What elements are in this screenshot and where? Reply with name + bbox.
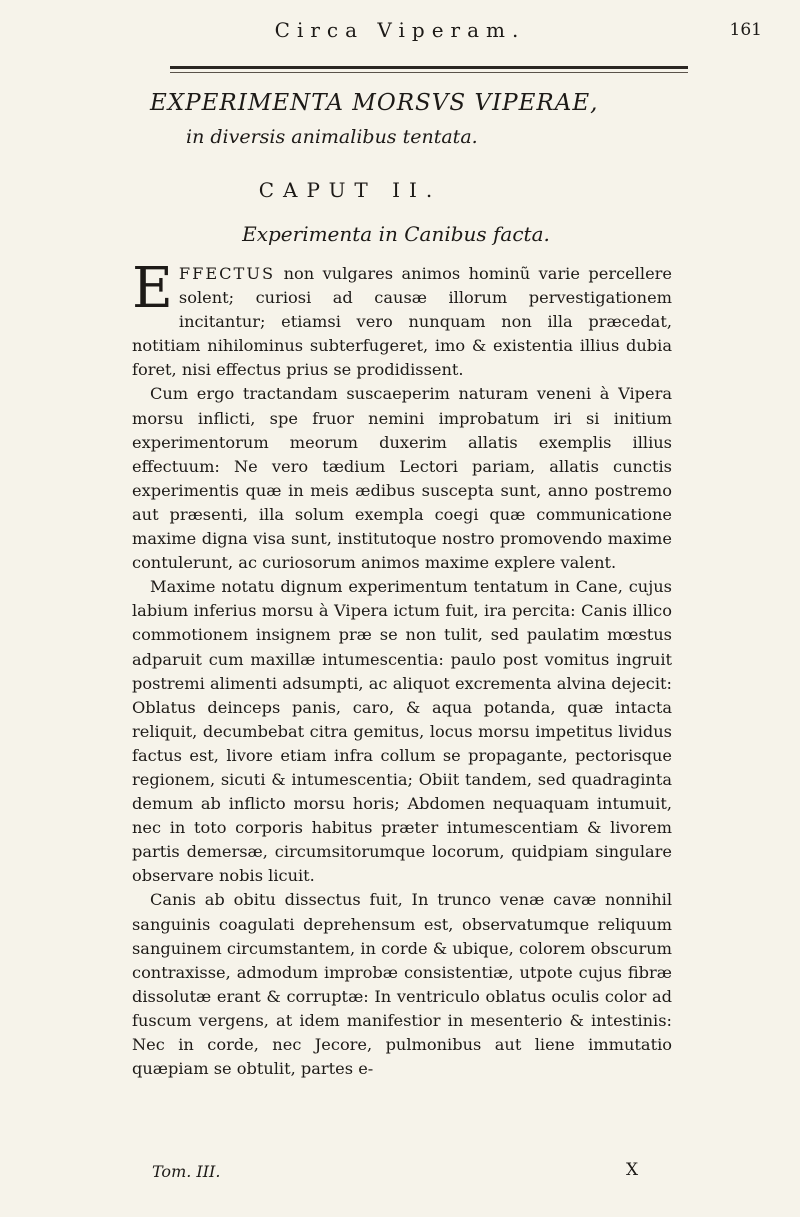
paragraph-4: Canis ab obitu dissectus fuit, In trunco venæ cavæ nonnihil sanguinis coagulati deprehensum est, observatumque reliquum sanguinem circumstantem, in corde & ubique, colorem obscurum contraxisse, admodum improbæ consistentiæ, utpote cujus fibræ dissolutæ erant & corruptæ: In ventriculo oblatus oculis color ad fuscum vergens, at idem manifestior in mesenterio & intestinis: Nec in corde, nec Jecore, pulmonibus aut liene immutatio quæpiam se obtulit, partes e- bbox=[132, 890, 672, 1079]
page-title: EXPERIMENTA MORSVS VIPERAE, bbox=[150, 90, 599, 116]
signature-mark: Tom. III. bbox=[152, 1162, 221, 1181]
paragraph-1 bbox=[132, 256, 672, 382]
drop-cap: E bbox=[132, 256, 173, 321]
opening-word: FFECTUS bbox=[178, 264, 276, 283]
header-rule-thin bbox=[170, 72, 688, 73]
page-number: 161 bbox=[729, 20, 762, 40]
paragraph-1-text: non vulgares animos hominũ varie percellere solent; curiosi ad causæ illorum pervestigationem incitantur; etiamsi vero nunquam non illa præcedat, notitiam nihilominus subterfugeret, imo & existentia illius dubia foret, nisi effectus prius se prodidissent. bbox=[132, 264, 672, 380]
paragraph-3: Maxime notatu dignum experimentum tentatum in Cane, cujus labium inferius morsu à Vipera ictum fuit, ira percita: Canis illico commotionem insignem præ se non tulit, sed paulatim mœstus adparuit cum maxillæ intumescentia: paulo post vomitus ingruit postremi alimenti adsumpti, ac aliquot excrementa alvina dejecit: Oblatus deinceps panis, caro, & aqua potanda, quæ intacta reliquit, decumbebat citra gemitus, locus morsu impetitus lividus factus est, livore etiam infra collum se propagante, pectorisque regionem, sicuti & intumescentia; Obiit tandem, sed quadraginta demum ab inflicto morsu horis; Abdomen nequaquam intumuit, nec in toto corporis habitus præter intumescentiam & livorem partis demersæ, circumsitorumque locorum, quidpiam singulare observare nobis licuit. bbox=[132, 577, 672, 886]
page-subtitle: in diversis animalibus tentata. bbox=[186, 126, 478, 148]
header-rule-thick bbox=[170, 66, 688, 69]
paragraph-2: Cum ergo tractandam suscaeperim naturam veneni à Vipera morsu inflicti, spe fruor nemini improbatum iri si initium experimentorum meorum duxerim allatis exemplis illius effectuum: Ne vero tædium Lectori pariam, allatis cunctis experimentis quæ in meis ædibus suscepta sunt, anno postremo aut præsenti, illa solum exempla coegi quæ communicatione maxime digna visa sunt, institutoque nostro promovendo maxime contulerunt, ac curiosorum animos maxime explere valent. bbox=[132, 384, 672, 573]
section-heading: Experimenta in Canibus facta. bbox=[242, 222, 550, 246]
chapter-heading: CAPUT II. bbox=[258, 178, 442, 202]
catchword-mark: X bbox=[626, 1160, 639, 1180]
running-head: Circa Viperam. bbox=[274, 18, 526, 42]
body-text bbox=[132, 256, 672, 1081]
